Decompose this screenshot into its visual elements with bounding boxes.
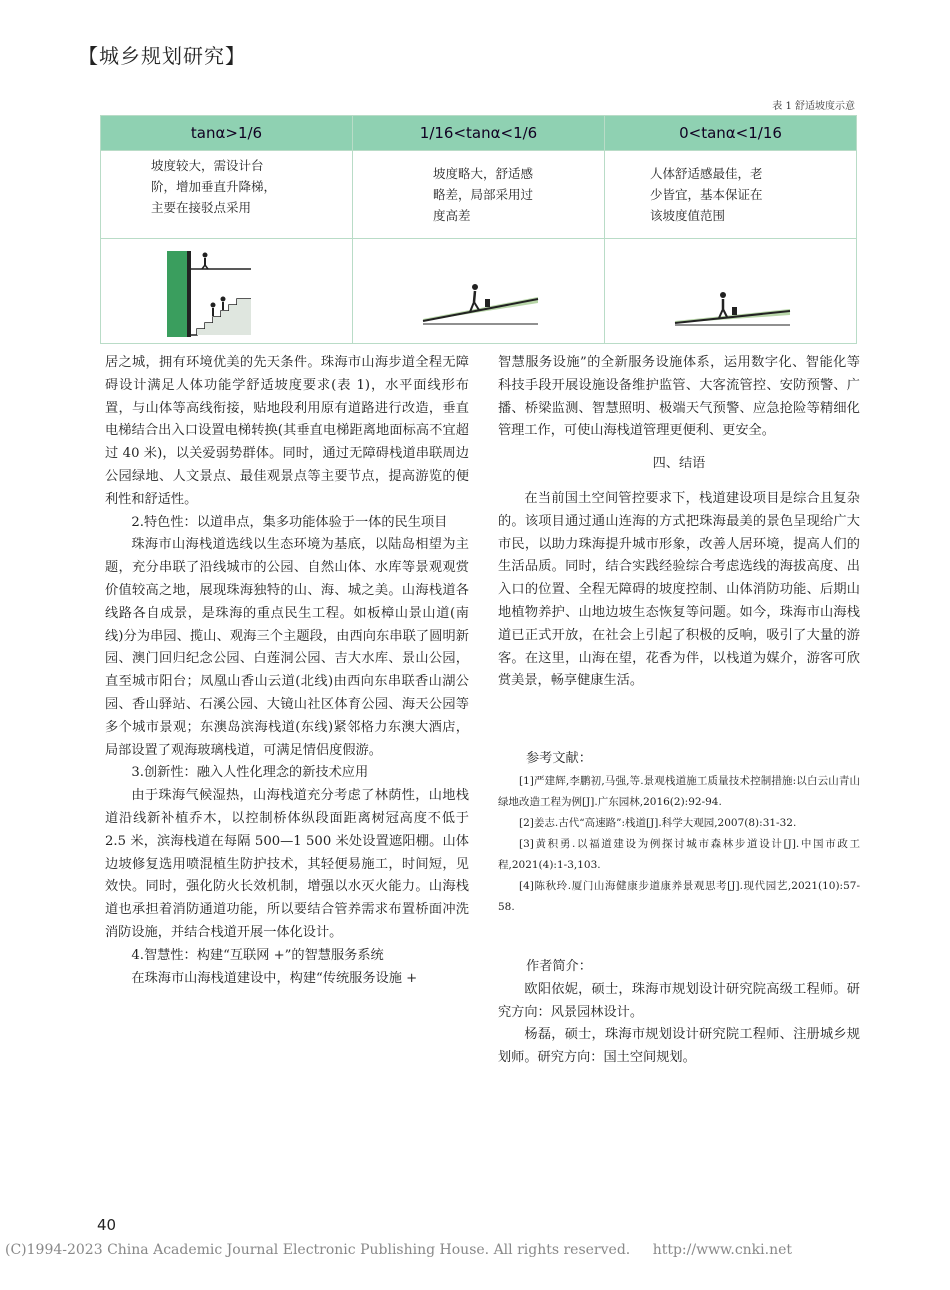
gentle-slope-figure (605, 239, 857, 344)
cell-line: 坡度较大，需设计台 (151, 158, 264, 173)
cell-line: 度高差 (433, 208, 471, 223)
table-head-moderate: 1/16<tanα<1/6 (353, 116, 605, 151)
cnki-link[interactable]: http://www.cnki.net (652, 1242, 793, 1258)
cell-line: 阶，增加垂直升降梯， (151, 179, 277, 194)
cell-line: 该坡度值范围 (650, 208, 726, 223)
paragraph: 智慧服务设施”的全新服务设施体系，运用数字化、智能化等科技手段开展设施设备维护监管、大客流管控、安防预警、广播、桥梁监测、智慧照明、极端天气预警、应急抢险等精细化管理工作，可使山海栈道管理更便利、更安全。 (498, 355, 860, 439)
section-title: 四、结语 (652, 456, 706, 472)
table-cell-steep (101, 151, 353, 239)
moderate-slope-icon (353, 239, 628, 343)
cell-line: 主要在接驳点采用 (151, 200, 252, 215)
copyright-footer (5, 1242, 792, 1258)
author-bio: 杨磊，硕士，珠海市规划设计研究院工程师、注册城乡规划师。研究方向：国土空间规划。 (498, 1027, 860, 1066)
left-text-column (105, 352, 469, 990)
references-title: 参考文献： (526, 751, 592, 767)
cell-line: 坡度略大，舒适感 (433, 166, 534, 181)
reference-item: [2]姜志.古代“高速路”:栈道[J].科学大观园,2007(8):31-32. (519, 816, 797, 829)
paragraph: 在珠海市山海栈道建设中，构建“传统服务设施 + (131, 970, 418, 986)
table-head-steep: tanα>1/6 (101, 116, 353, 151)
moderate-slope-figure (353, 239, 605, 344)
reference-item: [3]黄积勇.以福道建设为例探讨城市森林步道设计[J].中国市政工程,2021(4):1-3,103. (498, 837, 860, 871)
stairs-elevator-icon (101, 239, 311, 343)
page-number: 40 (97, 1216, 117, 1234)
subheading: 2.特色性：以道串点，集多功能体验于一体的民生项目 (131, 514, 448, 530)
journal-section-header: 【城乡规划研究】 (78, 44, 246, 68)
author-bio: 欧阳依妮，硕士，珠海市规划设计研究院高级工程师。研究方向：风景园林设计。 (498, 981, 860, 1020)
gentle-slope-icon (605, 239, 875, 343)
paragraph: 居之城，拥有环境优美的先天条件。珠海市山海步道全程无障碍设计满足人体功能学舒适坡度要求(表 1)，水平面线形布置，与山体等高线衔接，贴地段利用原有道路进行改造，垂直电梯结合出入口设置电梯转换(其垂直电梯距离地面标高不宜超过 40 米)，以关爱弱势群体。同时，通过无障碍栈道串联周边公园绿地、人文景点、最佳观景点等主要节点，提高游览的便利性和舒适性。 (105, 355, 469, 507)
cell-line: 少皆宜，基本保证在 (650, 187, 763, 202)
table-caption: 表 1 舒适坡度示意 (772, 101, 855, 112)
stairs-elevator-figure (101, 239, 353, 344)
reference-item: [4]陈秋玲.厦门山海健康步道康养景观思考[J].现代园艺,2021(10):57-58. (498, 879, 860, 913)
subheading: 4.智慧性：构建“互联网 +”的智慧服务系统 (131, 947, 384, 963)
copyright-text: (C)1994-2023 China Academic Journal Electronic Publishing House. All rights reserved. (5, 1242, 631, 1258)
table-cell-gentle (605, 151, 857, 239)
right-text-column (498, 352, 860, 1070)
cell-line: 人体舒适感最佳，老 (650, 166, 763, 181)
table-head-gentle: 0<tanα<1/16 (605, 116, 857, 151)
reference-item: [1]严建辉,李鹏初,马强,等.景观栈道施工质量技术控制措施:以白云山青山绿地改造工程为例[J].广东园林,2016(2):92-94. (498, 774, 860, 808)
authors-title: 作者简介： (526, 958, 592, 974)
paragraph: 由于珠海气候湿热，山海栈道充分考虑了林荫性，山地栈道沿线新补植乔木，以控制桥体纵段面距离树冠高度不低于 2.5 米，滨海栈道在每隔 500—1 500 米处设置遮阳棚。山体边坡修复选用喷混植生防护技术，其轻便易施工，时间短，见效快。同时，强化防火长效机制，增强以水灭火能力。山海栈道也承担着消防通道功能，所以要结合管养需求布置桥面冲洗消防设施，并结合栈道开展一体化设计。 (105, 788, 469, 940)
cell-line: 略差，局部采用过 (433, 187, 534, 202)
slope-comfort-table (100, 115, 857, 344)
paragraph: 珠海市山海栈道选线以生态环境为基底，以陆岛相望为主题，充分串联了沿线城市的公园、自然山体、水库等景观观赏价值较高之地，展现珠海独特的山、海、城之美。山海栈道各线路各自成景，是珠海的重点民生工程。如板樟山景山道(南线)分为串园、揽山、观海三个主题段，由西向东串联了圆明新园、澳门回归纪念公园、白莲洞公园、吉大水库、景山公园，直至城市阳台；凤凰山香山云道(北线)由西向东串联香山湖公园、香山驿站、石溪公园、大镜山社区体育公园、海天公园等多个城市景观；东澳岛滨海栈道(东线)紧邻格力东澳大酒店，局部设置了观海玻璃栈道，可满足情侣度假游。 (105, 537, 469, 758)
table-cell-moderate (353, 151, 605, 239)
paragraph: 在当前国土空间管控要求下，栈道建设项目是综合且复杂的。该项目通过通山连海的方式把珠海最美的景色呈现给广大市民，以助力珠海提升城市形象，改善人居环境，提高人们的生活品质。同时，结合实践经验综合考虑选线的海拔高度、出入口的位置、全程无障碍的坡度控制、山体消防功能、后期山地植物养护、山地边坡生态恢复等问题。如今，珠海市山海栈道已正式开放，在社会上引起了积极的反响，吸引了大量的游客。在这里，山海在望，花香为伴，以栈道为媒介，游客可欣赏美景，畅享健康生活。 (498, 490, 860, 689)
subheading: 3.创新性：融入人性化理念的新技术应用 (131, 765, 369, 781)
